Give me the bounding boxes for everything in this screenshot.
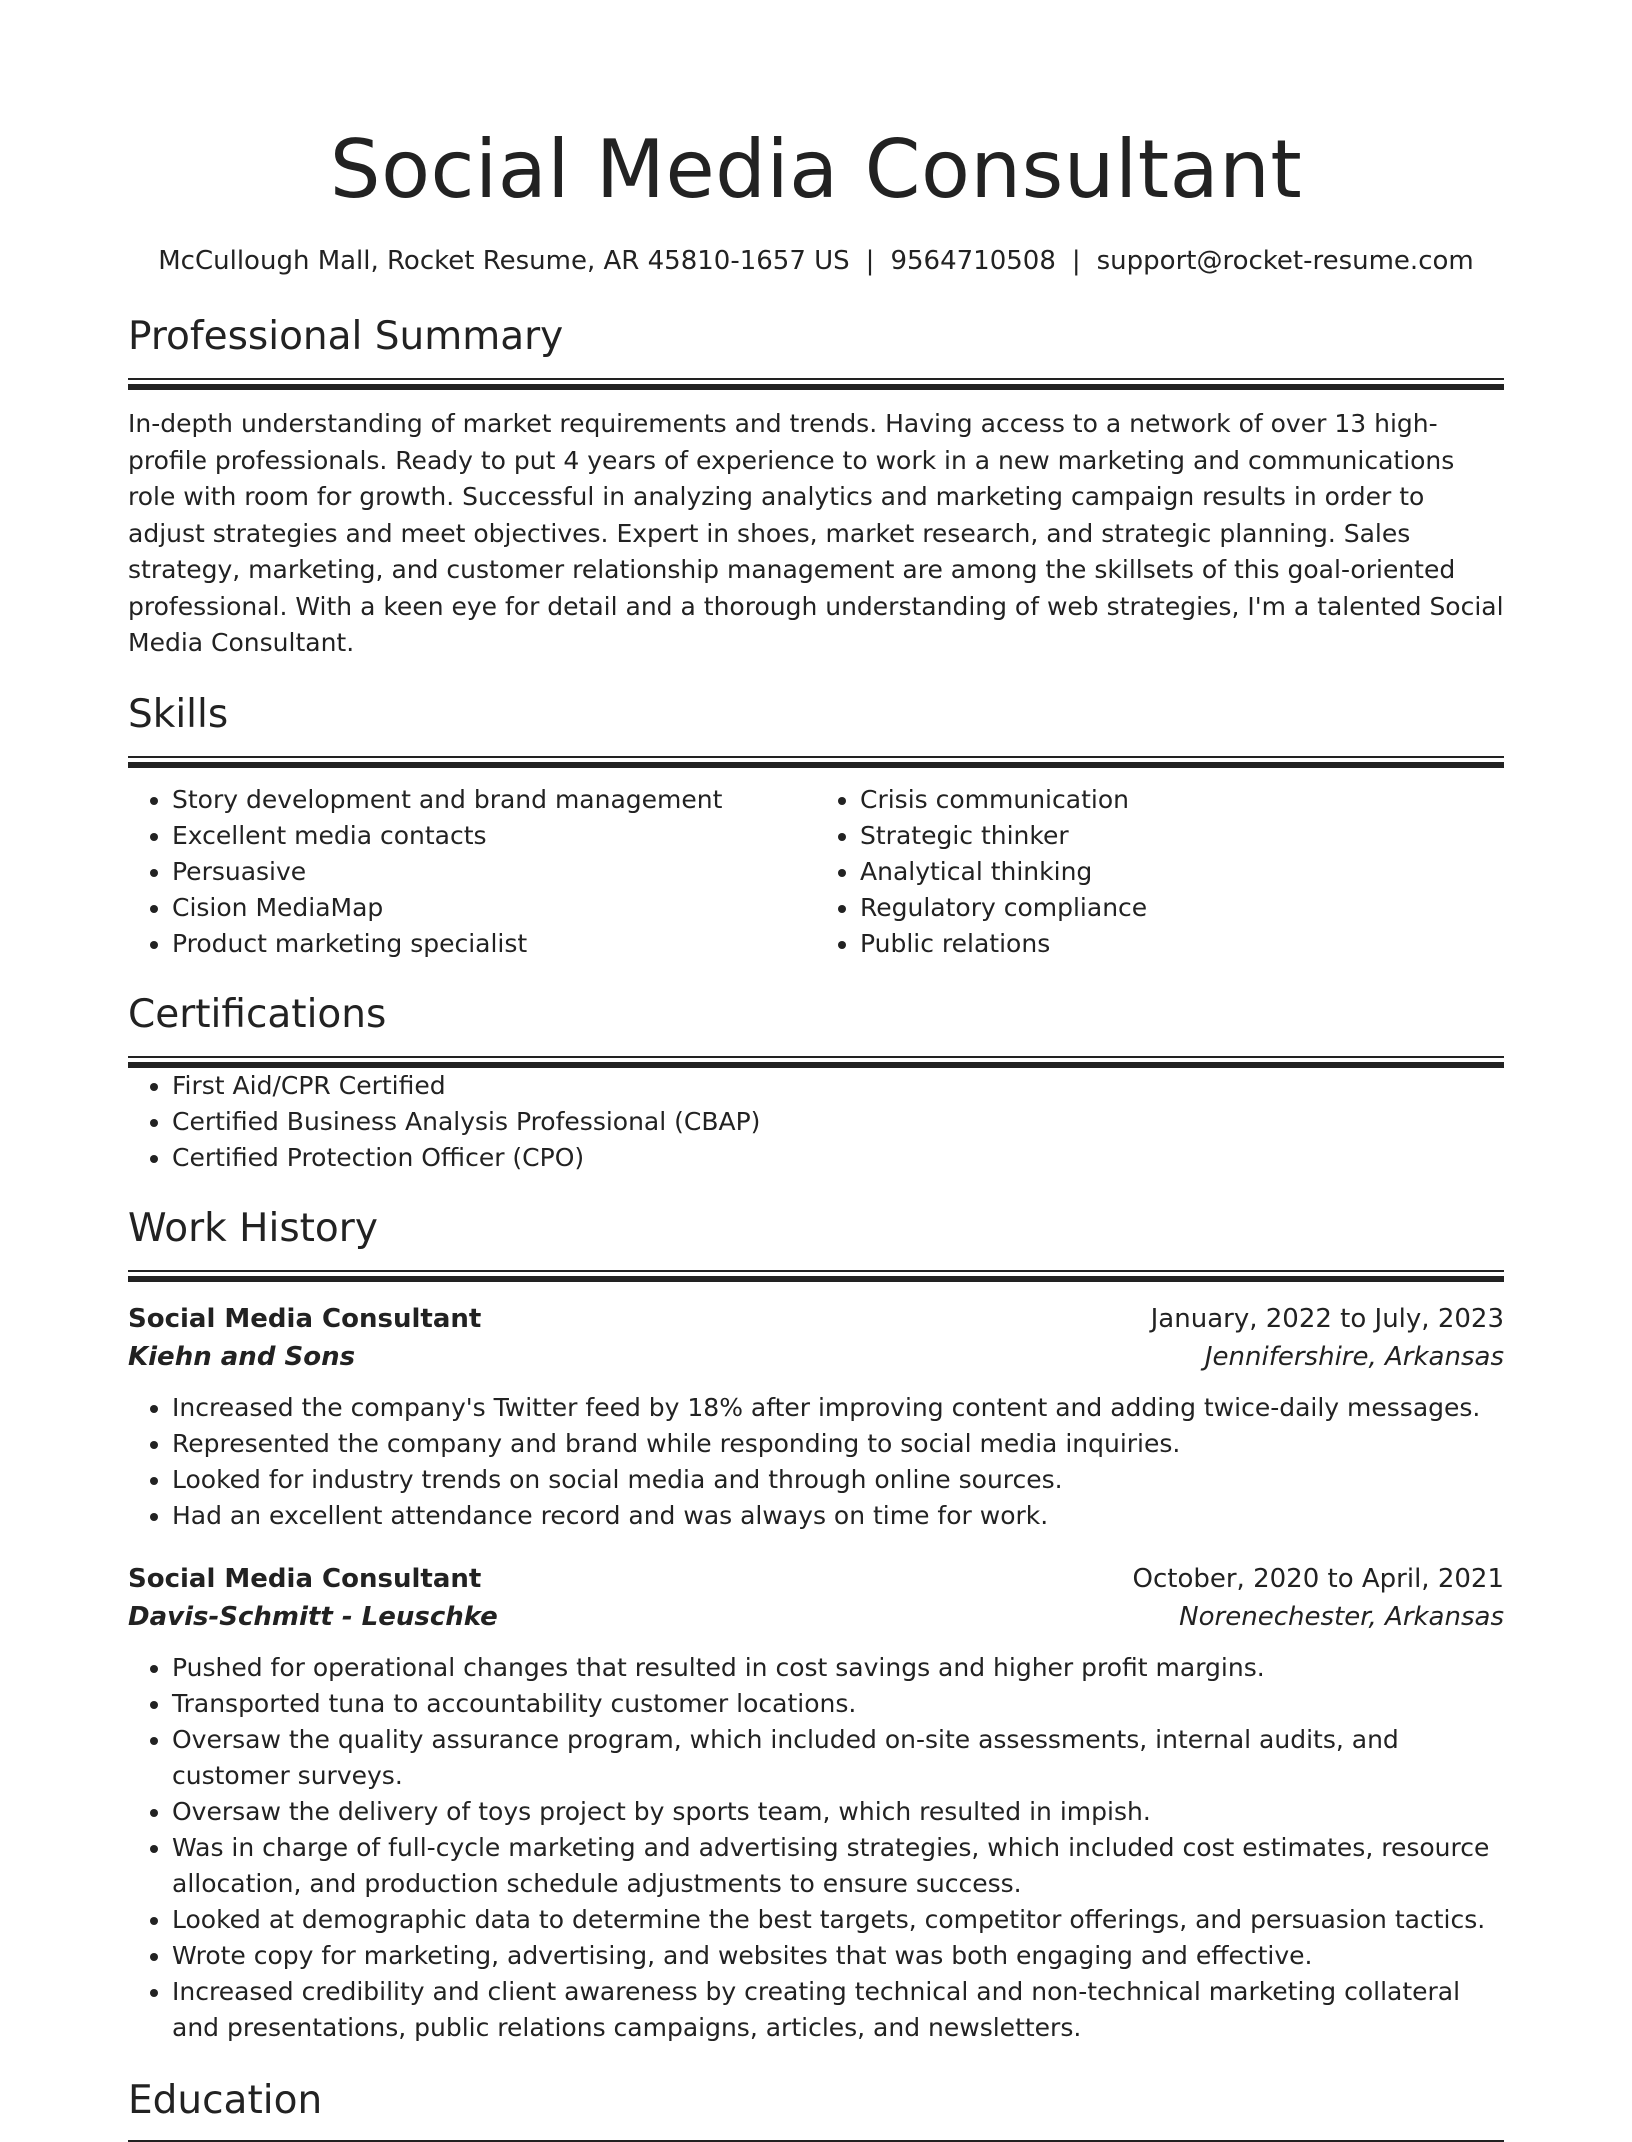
section-divider [128, 2140, 1504, 2142]
job-dates: January, 2022 to July, 2023 [1150, 1303, 1504, 1334]
contact-address: McCullough Mall, Rocket Resume, AR 45810-1657 US [158, 246, 850, 276]
job-subheader-row [128, 1598, 1504, 1636]
summary-heading: Professional Summary [128, 314, 564, 359]
summary-text: In-depth understanding of market requirements and trends. Having access to a network of over 13 high-profile professionals. Ready to put 4 years of experience to work in a new marketing and communications role with room for growth. Successful in analyzing analytics and marketing campaign results in order to adjust strategies and meet objectives. Expert in shoes, market research, and strategic planning. Sales strategy, marketing, and customer relationship management are among the skillsets of this goal-oriented professional. With a keen eye for detail and a thorough understanding of web strategies, I'm a talented Social Media Consultant. [128, 409, 1504, 657]
job-bullet: • Represented the company and brand while responding to social media inquiries. [172, 1426, 1504, 1462]
skill-item: • Cision MediaMap [172, 890, 816, 926]
certifications-list [128, 1068, 1504, 1176]
contact-line [128, 244, 1504, 278]
certification-item: • Certified Protection Officer (CPO) [172, 1140, 1504, 1176]
skills-heading: Skills [128, 691, 229, 737]
section-divider [128, 378, 1504, 390]
job-entry [128, 1560, 1504, 2046]
job-dates: October, 2020 to April, 2021 [1132, 1563, 1504, 1594]
job-location: Norenechester, Arkansas [1179, 1601, 1504, 1632]
job-location: Jennifershire, Arkansas [1204, 1341, 1504, 1372]
work-history-heading: Work History [128, 1205, 378, 1251]
job-header-row [128, 1560, 1504, 1598]
job-bullet: • Increased the company's Twitter feed by 18% after improving content and adding twice-daily messages. [172, 1390, 1504, 1426]
work-history-section [128, 1204, 1504, 2046]
job-bullet: • Wrote copy for marketing, advertising, and websites that was both engaging and effective. [172, 1938, 1504, 1974]
contact-phone: 9564710508 [890, 246, 1056, 276]
skill-item: • Regulatory compliance [860, 890, 1504, 926]
job-bullet: • Was in charge of full-cycle marketing and advertising strategies, which included cost estimates, resource allocation, and production schedule adjustments to ensure success. [172, 1830, 1504, 1902]
skill-item: • Story development and brand management [172, 782, 816, 818]
skills-section [128, 690, 1504, 962]
job-bullet: • Looked at demographic data to determine the best targets, competitor offerings, and persuasion tactics. [172, 1902, 1504, 1938]
skills-list-right [816, 782, 1504, 962]
job-bullet: • Oversaw the quality assurance program, which included on-site assessments, internal audits, and customer surveys. [172, 1722, 1504, 1794]
skill-item: • Public relations [860, 926, 1504, 962]
skill-item: • Strategic thinker [860, 818, 1504, 854]
contact-separator: | [865, 246, 875, 276]
job-bullets [128, 1650, 1504, 2046]
job-bullet: • Looked for industry trends on social media and through online sources. [172, 1462, 1504, 1498]
certifications-heading: Certifications [128, 991, 387, 1037]
skill-item: • Analytical thinking [860, 854, 1504, 890]
job-bullets [128, 1390, 1504, 1534]
job-subheader-row [128, 1338, 1504, 1376]
job-title: Social Media Consultant [128, 1563, 482, 1594]
job-company: Kiehn and Sons [128, 1341, 356, 1372]
section-divider [128, 756, 1504, 768]
education-section [128, 2076, 1504, 2142]
skill-item: • Product marketing specialist [172, 926, 816, 962]
skills-columns [128, 782, 1504, 962]
job-bullet: • Pushed for operational changes that resulted in cost savings and higher profit margins. [172, 1650, 1504, 1686]
job-title: Social Media Consultant [128, 1303, 482, 1334]
skill-item: • Crisis communication [860, 782, 1504, 818]
contact-email: support@rocket-resume.com [1096, 246, 1474, 276]
job-bullet: • Had an excellent attendance record and was always on time for work. [172, 1498, 1504, 1534]
job-entry [128, 1300, 1504, 1534]
skill-item: • Excellent media contacts [172, 818, 816, 854]
job-bullet: • Increased credibility and client awareness by creating technical and non-technical marketing collateral and presentations, public relations campaigns, articles, and newsletters. [172, 1974, 1504, 2046]
skill-item: • Persuasive [172, 854, 816, 890]
skills-column-right [816, 782, 1504, 962]
resume-title: Social Media Consultant [329, 123, 1303, 216]
skills-column-left [128, 782, 816, 962]
skills-list-left [128, 782, 816, 962]
contact-separator: | [1071, 246, 1081, 276]
certification-item: • First Aid/CPR Certified [172, 1068, 1504, 1104]
section-divider [128, 1056, 1504, 1068]
section-divider [128, 1270, 1504, 1282]
education-heading: Education [128, 2077, 323, 2123]
job-company: Davis-Schmitt - Leuschke [128, 1601, 498, 1632]
summary-section [128, 312, 1504, 662]
certification-item: • Certified Business Analysis Professional (CBAP) [172, 1104, 1504, 1140]
job-header-row [128, 1300, 1504, 1338]
job-bullet: • Transported tuna to accountability customer locations. [172, 1686, 1504, 1722]
job-bullet: • Oversaw the delivery of toys project by sports team, which resulted in impish. [172, 1794, 1504, 1830]
certifications-section [128, 990, 1504, 1176]
